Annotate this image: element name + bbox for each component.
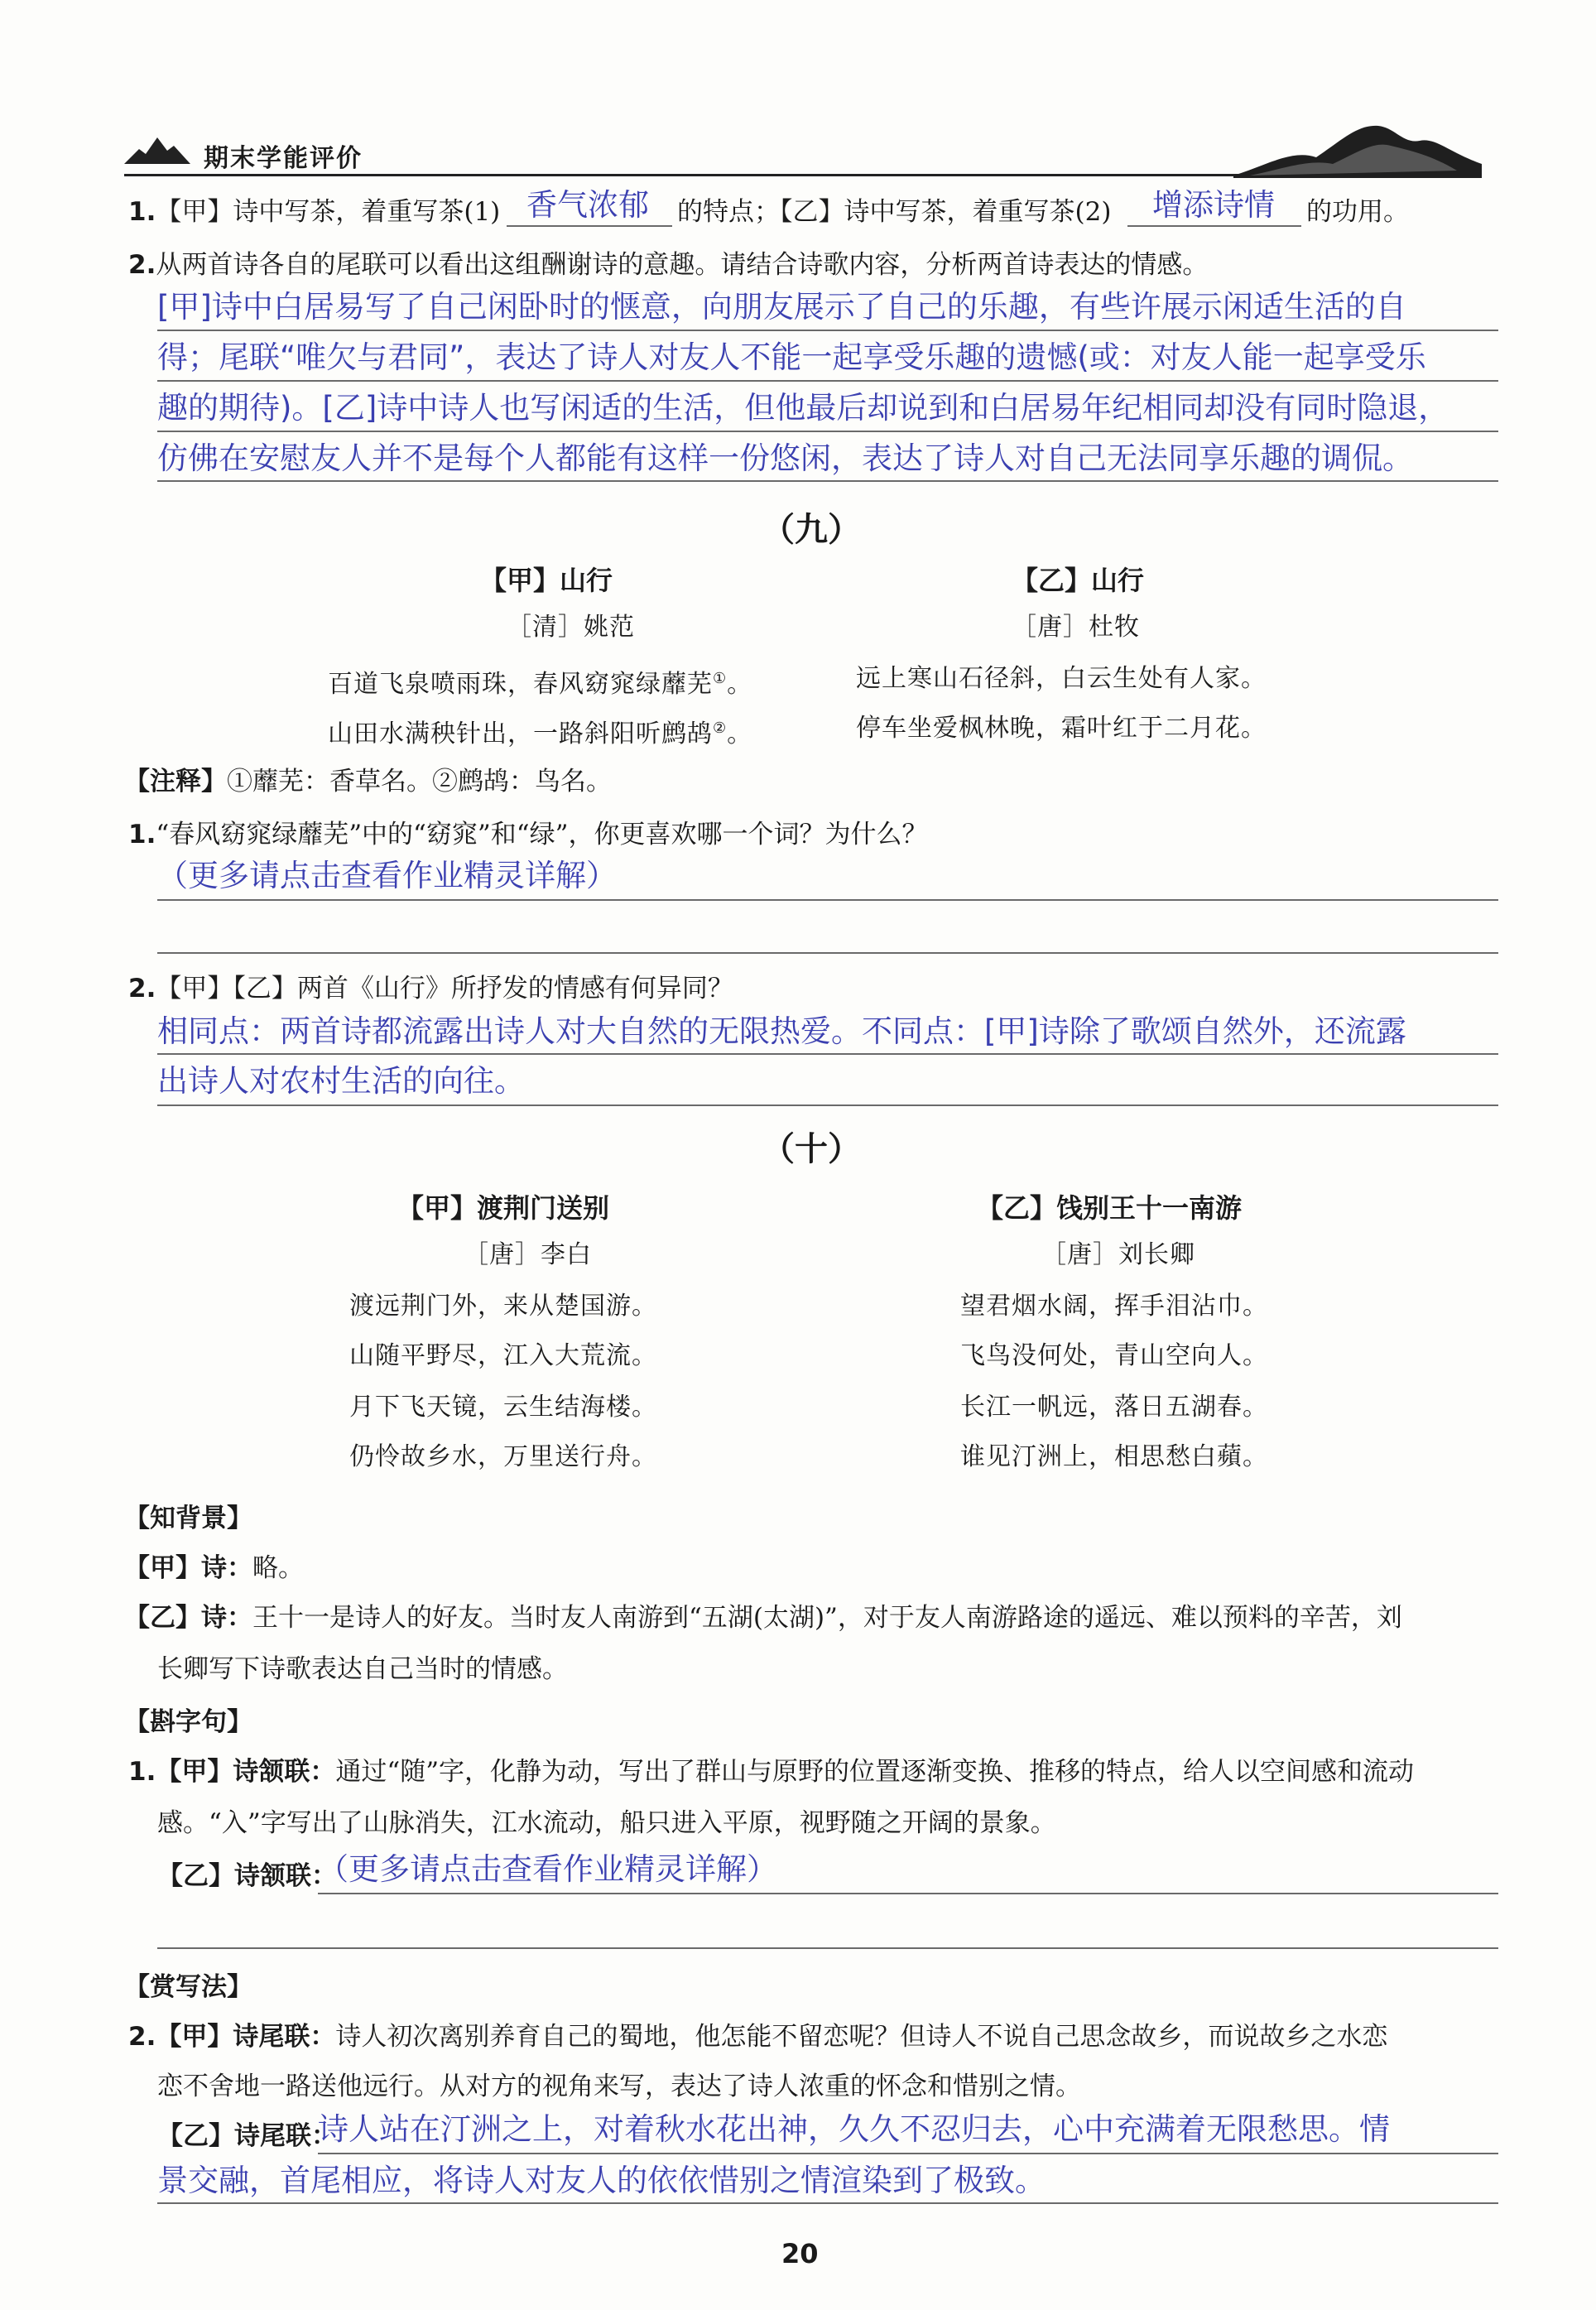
page-number: 20 xyxy=(781,2238,819,2269)
note-mark: ① xyxy=(713,670,728,687)
q8-2-num: 2. xyxy=(128,250,156,280)
p10-m-q2-rule xyxy=(157,2202,1498,2204)
p9-q1-answer: （更多请点击查看作业精灵详解） xyxy=(157,858,617,893)
p10-w-q1-rule xyxy=(157,1947,1498,1949)
p9-q2-answer-line: 出诗人对农村生活的向往。 xyxy=(157,1063,525,1099)
header-mountain-right xyxy=(1233,116,1482,181)
part10-heading: （十） xyxy=(762,1130,861,1168)
p10-w-q1-b-answer: （更多请点击查看作业精灵详解） xyxy=(318,1851,777,1887)
q8-2-answer-line: 仿佛在安慰友人并不是每个人都能有这样一份悠闲，表达了诗人对自己无法同享乐趣的调侃。 xyxy=(157,440,1413,476)
p10-m-q2-rule xyxy=(318,2153,1498,2154)
p10-poem-a-title: 【甲】渡荆门送别 xyxy=(397,1192,610,1224)
p10-bg-a-text: 略。 xyxy=(252,1553,304,1583)
p10-m-q2-line1: 诗人初次离别养育自己的蜀地，他怎能不留恋呢？但诗人不说自己思念故乡，而说故乡之水恋 xyxy=(335,2022,1388,2052)
p9-a-line1-text: 百道飞泉喷雨珠，春风窈窕绿蘼芜 xyxy=(328,670,713,699)
p10-poem-a-line: 月下飞天镜，云生结海楼。 xyxy=(349,1393,657,1422)
q8-1-answer-1: 香气浓郁 xyxy=(526,187,649,223)
p9-poem-b-title: 【乙】山行 xyxy=(1012,565,1145,596)
p9-q1-rule xyxy=(157,899,1498,901)
p9-q2-answer-line: 相同点：两首诗都流露出诗人对大自然的无限热爱。不同点：[甲]诗除了歌颂自然外，还流露 xyxy=(157,1013,1406,1049)
p10-poem-a-line: 渡远荆门外，来从楚国游。 xyxy=(349,1292,657,1321)
p10-bg-b-label: 【乙】诗： xyxy=(124,1603,252,1633)
part9-heading: （九） xyxy=(762,511,861,549)
q8-1-mid: 的特点；【乙】诗中写茶，着重写茶(2) xyxy=(677,197,1112,227)
p9-poem-b-line: 远上寒山石径斜，白云生处有人家。 xyxy=(856,664,1267,693)
p9-a-line2-text: 山田水满秧针出，一路斜阳听鹧鸪 xyxy=(328,719,713,748)
p10-m-q2-line2: 恋不舍地一路送他远行。从对方的视角来写，表达了诗人浓重的怀念和惜别之情。 xyxy=(157,2072,1081,2101)
p9-q2-num: 2. xyxy=(128,974,156,1003)
p10-bg-b xyxy=(124,1600,1402,1636)
p10-w-q1-num: 1. xyxy=(128,1757,156,1787)
p10-poem-b-line: 望君烟水阔，挥手泪沾巾。 xyxy=(960,1292,1268,1321)
q8-2-answer-line: 得；尾联“唯欠与君同”，表达了诗人对友人不能一起享受乐趣的遗憾(或：对友人能一起享受乐 xyxy=(157,339,1426,375)
p10-poem-b-line: 长江一帆远，落日五湖春。 xyxy=(960,1393,1268,1422)
p10-poem-a-line: 仍怜故乡水，万里送行舟。 xyxy=(349,1442,657,1471)
q8-2-text: 从两首诗各自的尾联可以看出这组酬谢诗的意趣。请结合诗歌内容，分析两首诗表达的情感。 xyxy=(156,250,1209,280)
p10-m-q2-b-answer-line: 诗人站在汀洲之上，对着秋水花出神，久久不忍归去，心中充满着无限愁思。情 xyxy=(318,2111,1390,2147)
p10-bg-b-line1: 王十一是诗人的好友。当时友人南游到“五湖(太湖)”，对于友人南游路途的遥远、难以预料的辛苦，刘 xyxy=(252,1603,1402,1633)
p9-q1-rule xyxy=(157,952,1498,954)
p10-w-q1-line2: 感。“入”字写出了山脉消失，江水流动，船只进入平原，视野随之开阔的景象。 xyxy=(157,1808,1056,1838)
note-mark: ② xyxy=(713,719,728,737)
q8-1-blank-1 xyxy=(507,225,672,227)
q8-2-rule xyxy=(157,330,1498,331)
q8-2-rule xyxy=(157,431,1498,432)
p10-bg-b-line2: 长卿写下诗歌表达自己当时的情感。 xyxy=(157,1654,568,1684)
p10-w-q1-line1: 通过“随”字，化静为动，写出了群山与原野的位置逐渐变换、推移的特点，给人以空间感和流动 xyxy=(335,1757,1415,1787)
q8-2-rule xyxy=(157,480,1498,482)
p10-m-q2-label: 【甲】诗尾联： xyxy=(156,2022,336,2052)
q8-1-post: 的功用。 xyxy=(1306,197,1409,227)
p9-poem-a-line xyxy=(328,662,752,701)
p9-a-line2-end: 。 xyxy=(727,719,753,748)
p10-w-q1-label: 【甲】诗颔联： xyxy=(156,1757,336,1787)
p9-poem-a-line xyxy=(328,712,752,751)
p9-q2 xyxy=(128,970,733,1007)
q8-1-pre: 【甲】诗中写茶，着重写茶(1) xyxy=(156,197,501,227)
p10-m-q2-num: 2. xyxy=(128,2022,156,2052)
p10-m-q2-b-label: 【乙】诗尾联： xyxy=(157,2121,337,2151)
p9-note xyxy=(124,763,612,800)
p9-poem-b-author: ［唐］杜牧 xyxy=(1012,613,1140,642)
q8-1-answer-2: 增添诗情 xyxy=(1152,187,1275,223)
q8-2-answer-line: [甲]诗中白居易写了自己闲卧时的惬意，向朋友展示了自己的乐趣，有些许展示闲适生活的自 xyxy=(157,289,1406,325)
q8-1-num: 1. xyxy=(128,197,156,227)
p9-q2-text: 【甲】【乙】两首《山行》所抒发的情感有何异同？ xyxy=(156,974,733,1003)
q8-1 xyxy=(128,194,500,230)
header-mountain-left xyxy=(124,132,190,169)
p10-poem-a-author: ［唐］李白 xyxy=(464,1240,592,1269)
q8-1-blank-2 xyxy=(1127,225,1301,227)
p9-poem-b-line: 停车坐爱枫林晚，霜叶红于二月花。 xyxy=(856,714,1267,743)
p9-q2-rule xyxy=(157,1104,1498,1106)
p10-m-q2 xyxy=(128,2019,1387,2055)
p9-a-line1-end: 。 xyxy=(727,670,753,699)
p10-poem-b-title: 【乙】饯别王十一南游 xyxy=(977,1192,1243,1224)
p10-poem-b-line: 飞鸟没何处，青山空向人。 xyxy=(960,1341,1268,1370)
p10-words-label: 【斟字句】 xyxy=(124,1707,252,1737)
header-title: 期末学能评价 xyxy=(204,144,363,173)
p9-q2-rule xyxy=(157,1053,1498,1055)
q8-2-answer-line: 趣的期待)。[乙]诗中诗人也写闲适的生活，但他最后却说到和白居易年纪相同却没有同时隐退， xyxy=(157,390,1449,426)
p10-bg-a-label: 【甲】诗： xyxy=(124,1553,252,1583)
p10-bg-a xyxy=(124,1550,304,1586)
p9-q1 xyxy=(128,816,927,853)
p10-m-q2-b-answer-line: 景交融，首尾相应，将诗人对友人的依依惜别之情渲染到了极致。 xyxy=(157,2163,1046,2198)
p9-note-label: 【注释】 xyxy=(124,767,227,796)
p10-poem-b-line: 谁见汀洲上，相思愁白蘋。 xyxy=(960,1442,1268,1471)
p10-w-q1-rule xyxy=(318,1893,1498,1894)
p9-poem-a-author: ［清］姚范 xyxy=(507,613,635,642)
p9-q1-num: 1. xyxy=(128,820,156,849)
p10-w-q1 xyxy=(128,1754,1414,1790)
q8-2-rule xyxy=(157,380,1498,382)
p10-background-label: 【知背景】 xyxy=(124,1504,252,1533)
p9-note-text: ①蘼芜：香草名。②鹧鸪：鸟名。 xyxy=(227,767,612,796)
p9-poem-a-title: 【甲】山行 xyxy=(480,565,613,596)
q8-2 xyxy=(128,247,1208,283)
p10-method-label: 【赏写法】 xyxy=(124,1972,252,2002)
p9-q1-text: “春风窈窕绿蘼芜”中的“窈窕”和“绿”，你更喜欢哪一个词？为什么？ xyxy=(156,820,928,849)
p10-poem-a-line: 山随平野尽，江入大荒流。 xyxy=(349,1341,657,1370)
p10-poem-b-author: ［唐］刘长卿 xyxy=(1041,1240,1195,1269)
p10-w-q1-b-label: 【乙】诗颔联： xyxy=(157,1861,337,1891)
